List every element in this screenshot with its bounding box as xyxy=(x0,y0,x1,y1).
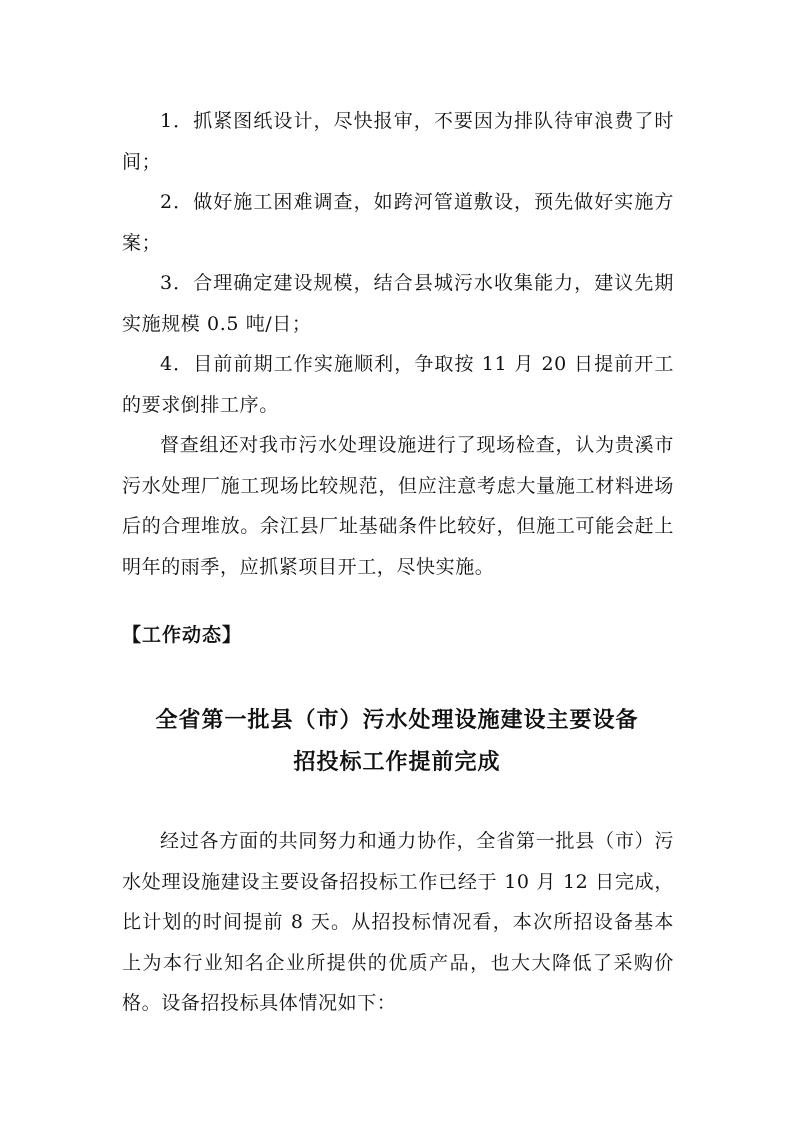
recommendations-block xyxy=(122,101,674,587)
inspection-paragraph: 督查组还对我市污水处理设施进行了现场检查，认为贵溪市污水处理厂施工现场比较规范，但应注意考虑大量施工材料进场后的合理堆放。余江县厂址基础条件比较好，但施工可能会赶上明年的雨季，应抓紧项目开工，尽快实施。 xyxy=(122,434,674,578)
article-body xyxy=(122,821,674,1024)
article-paragraph: 经过各方面的共同努力和通力协作，全省第一批县（市）污水处理设施建设主要设备招投标工作已经于 10 月 12 日完成，比计划的时间提前 8 天。从招投标情况看，本次所招设备基本上为本行业知名企业所提供的优质产品，也大大降低了采购价格。设备招投标具体情况如下： xyxy=(122,830,674,1014)
article-title-line-2: 招投标工作提前完成 xyxy=(293,750,501,775)
recommendation-item-1: 1．抓紧图纸设计，尽快报审，不要因为排队待审浪费了时间； xyxy=(122,110,674,173)
section-heading: 【工作动态】 xyxy=(122,624,243,646)
article-title xyxy=(100,700,694,784)
recommendation-item-2: 2．做好施工困难调查，如跨河管道敷设，预先做好实施方案； xyxy=(122,191,674,254)
article-title-line-1: 全省第一批县（市）污水处理设施建设主要设备 xyxy=(155,708,639,733)
recommendation-item-3: 3．合理确定建设规模，结合县城污水收集能力，建议先期实施规模 0.5 吨/日； xyxy=(122,272,674,335)
recommendation-item-4: 4．目前前期工作实施顺利，争取按 11 月 20 日提前开工的要求倒排工序。 xyxy=(122,353,674,416)
